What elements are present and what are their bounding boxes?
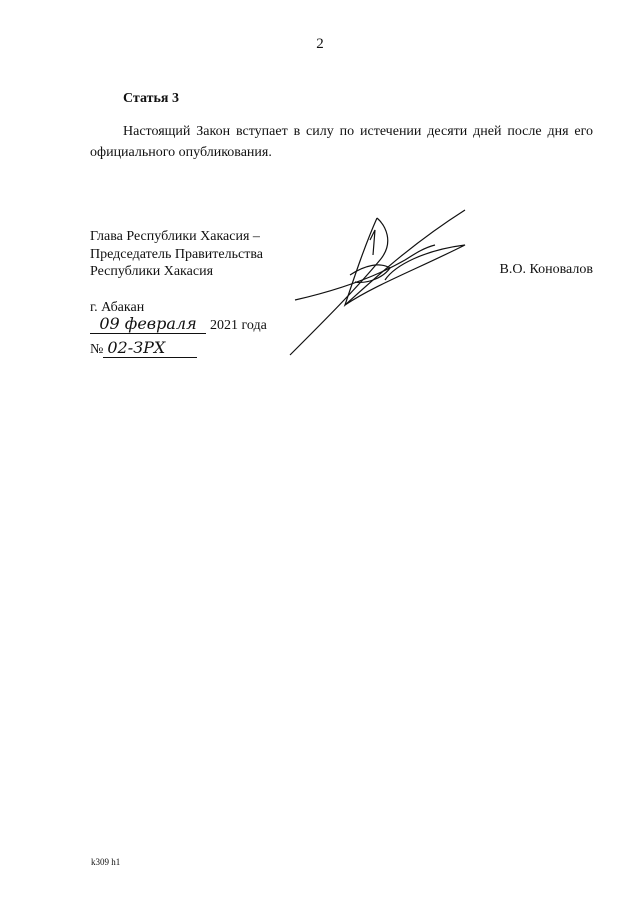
number-line <box>90 338 197 358</box>
place: г. Абакан <box>90 300 145 315</box>
signatory-line-2: Председатель Правительства <box>90 246 263 262</box>
number-prefix: № <box>90 342 104 357</box>
page-number: 2 <box>316 36 324 52</box>
signatory-line-1: Глава Республики Хакасия – <box>90 229 260 244</box>
signatory-name: В.О. Коновалов <box>499 262 593 277</box>
signatory-block <box>90 228 263 281</box>
footer-code: k309 h1 <box>91 857 121 867</box>
date-year: 2021 года <box>210 318 267 333</box>
date-line <box>90 314 267 334</box>
date-handwritten: 09 февраля <box>90 314 206 334</box>
handwritten-signature <box>285 200 475 365</box>
article-body <box>90 121 593 163</box>
number-handwritten: 02-ЗРХ <box>103 338 197 358</box>
article-paragraph: Настоящий Закон вступает в силу по истечении десяти дней после дня его официального опубликования. <box>90 124 593 160</box>
article-title: Статья 3 <box>123 91 179 106</box>
signatory-line-3: Республики Хакасия <box>90 264 214 279</box>
